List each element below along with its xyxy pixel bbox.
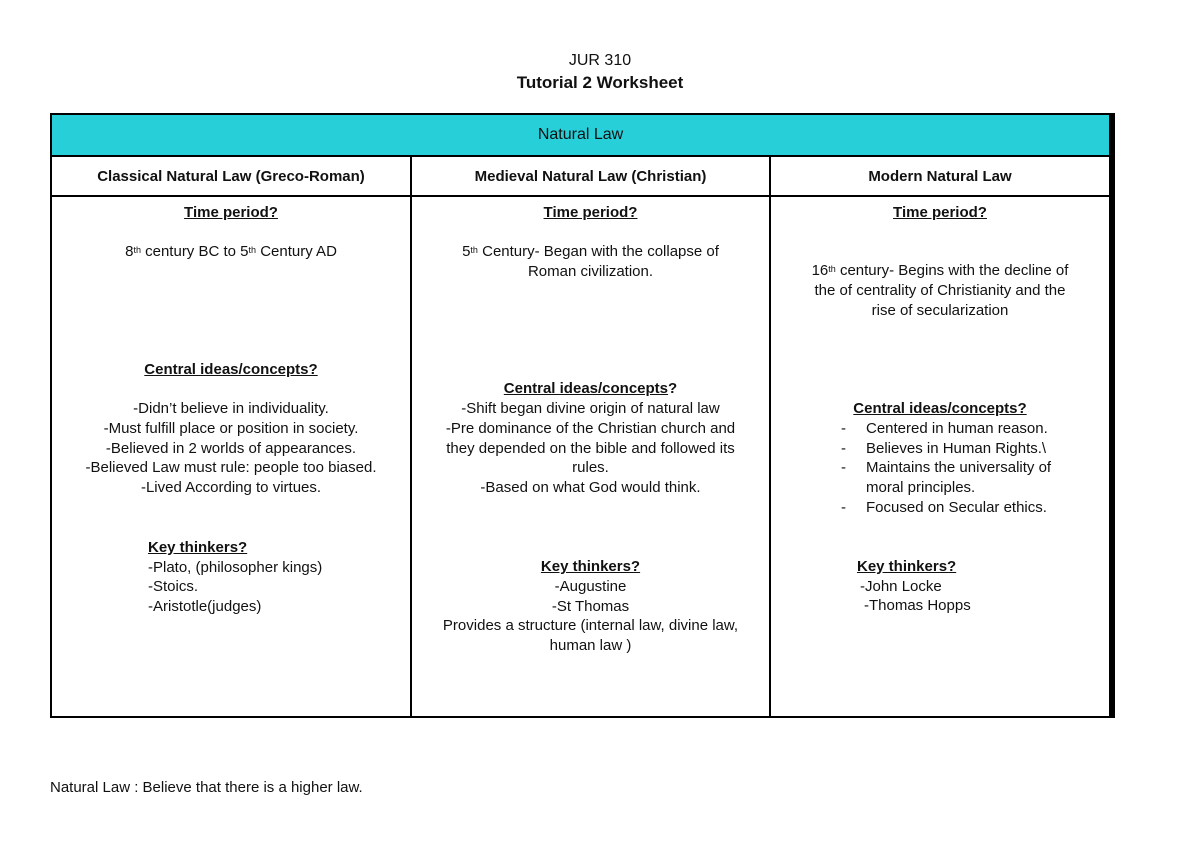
key-thinkers-heading: Key thinkers? <box>148 539 248 556</box>
course-code: JUR 310 <box>568 52 632 69</box>
ordinal-suffix: th <box>470 245 478 255</box>
list-item: -John Locke <box>860 577 942 595</box>
ordinal-suffix: th <box>828 264 836 274</box>
central-ideas-list <box>841 419 1051 518</box>
central-ideas-heading: Central ideas/concepts <box>503 380 669 397</box>
column-header-medieval: Medieval Natural Law (Christian) <box>412 157 771 195</box>
dash-bullet: - <box>841 498 846 516</box>
time-period-heading: Time period? <box>893 204 987 221</box>
list-item: rules. <box>572 459 609 477</box>
list-item: -Thomas Hopps <box>864 597 971 615</box>
key-thinkers-heading: Key thinkers? <box>540 558 641 575</box>
list-item: they depended on the bible and followed its <box>446 439 735 457</box>
list-item: -Pre dominance of the Christian church and <box>445 419 736 437</box>
time-number: 8 <box>125 243 134 260</box>
list-item: -Believed in 2 worlds of appearances. <box>105 439 357 457</box>
list-item: -Lived According to virtues. <box>140 479 322 497</box>
footnote: Natural Law : Believe that there is a higher law. <box>50 779 363 796</box>
medieval-cell <box>412 197 771 716</box>
modern-cell <box>771 197 1109 716</box>
central-ideas-heading-line <box>412 379 769 399</box>
time-period-text <box>52 242 410 262</box>
time-text-part: century BC to 5 <box>140 243 249 260</box>
time-text-part: century- Begins with the decline of <box>835 262 1069 279</box>
key-thinkers-list <box>412 577 769 656</box>
dash-bullet: - <box>841 439 846 457</box>
banner-label: Natural Law <box>537 126 624 143</box>
time-text-part: the of centrality of Christianity and the <box>814 282 1066 299</box>
time-number: 16 <box>811 262 829 279</box>
time-period-text <box>412 242 769 282</box>
time-text-part: Century AD <box>256 243 337 260</box>
list-item: -Shift began divine origin of natural law <box>461 400 720 417</box>
column-header-modern: Modern Natural Law <box>868 167 1012 185</box>
table-banner <box>52 115 1109 157</box>
list-item: -Didn’t believe in individuality. <box>133 400 329 417</box>
column-header-classical: Classical Natural Law (Greco-Roman) <box>52 157 412 195</box>
central-ideas-heading: Central ideas/concepts? <box>853 400 1027 417</box>
list-item <box>841 439 1051 459</box>
list-item <box>841 458 1051 497</box>
list-item <box>841 419 1051 439</box>
time-text-part: rise of secularization <box>871 302 1009 319</box>
central-ideas-list <box>52 399 410 498</box>
content-row <box>52 197 1109 716</box>
list-item: -Must fulfill place or position in society. <box>103 419 359 437</box>
time-period-heading: Time period? <box>543 204 638 221</box>
heading-suffix: ? <box>668 380 678 397</box>
list-item: -Stoics. <box>148 578 199 596</box>
worksheet-title: Tutorial 2 Worksheet <box>516 73 684 92</box>
key-thinkers-block <box>857 557 971 616</box>
central-ideas-heading: Central ideas/concepts? <box>144 361 318 378</box>
central-ideas-list <box>412 399 769 498</box>
key-thinkers-heading: Key thinkers? <box>857 558 957 575</box>
list-item-text: Centered in human reason. <box>866 420 1048 437</box>
list-item: Provides a structure (internal law, divine law, <box>442 617 739 635</box>
list-item: -Augustine <box>554 578 627 595</box>
list-item: -Believed Law must rule: people too biased. <box>85 459 377 477</box>
ordinal-suffix: th <box>133 245 141 255</box>
key-thinkers-block <box>148 538 322 617</box>
list-item: human law ) <box>549 637 632 655</box>
list-item <box>841 498 1051 518</box>
list-item: -Aristotle(judges) <box>148 598 262 616</box>
list-item-text: Maintains the universality of <box>866 459 1052 477</box>
time-period-heading: Time period? <box>184 204 278 221</box>
time-period-text <box>771 261 1109 321</box>
list-item: -Based on what God would think. <box>480 479 701 497</box>
time-text-part: Century- Began with the collapse of <box>477 243 719 260</box>
ordinal-suffix: th <box>248 245 257 255</box>
dash-bullet: - <box>841 420 846 437</box>
list-item-text: Believes in Human Rights.\ <box>866 439 1047 457</box>
natural-law-table <box>50 113 1115 718</box>
column-header-row <box>52 157 1109 197</box>
classical-cell <box>52 197 412 716</box>
time-text-part: Roman civilization. <box>527 263 654 280</box>
dash-bullet: - <box>841 459 846 477</box>
list-item-text: moral principles. <box>866 479 976 497</box>
list-item-text: Focused on Secular ethics. <box>866 498 1047 516</box>
time-number: 5 <box>462 243 471 260</box>
list-item: -St Thomas <box>551 597 630 615</box>
list-item: -Plato, (philosopher kings) <box>148 558 323 576</box>
